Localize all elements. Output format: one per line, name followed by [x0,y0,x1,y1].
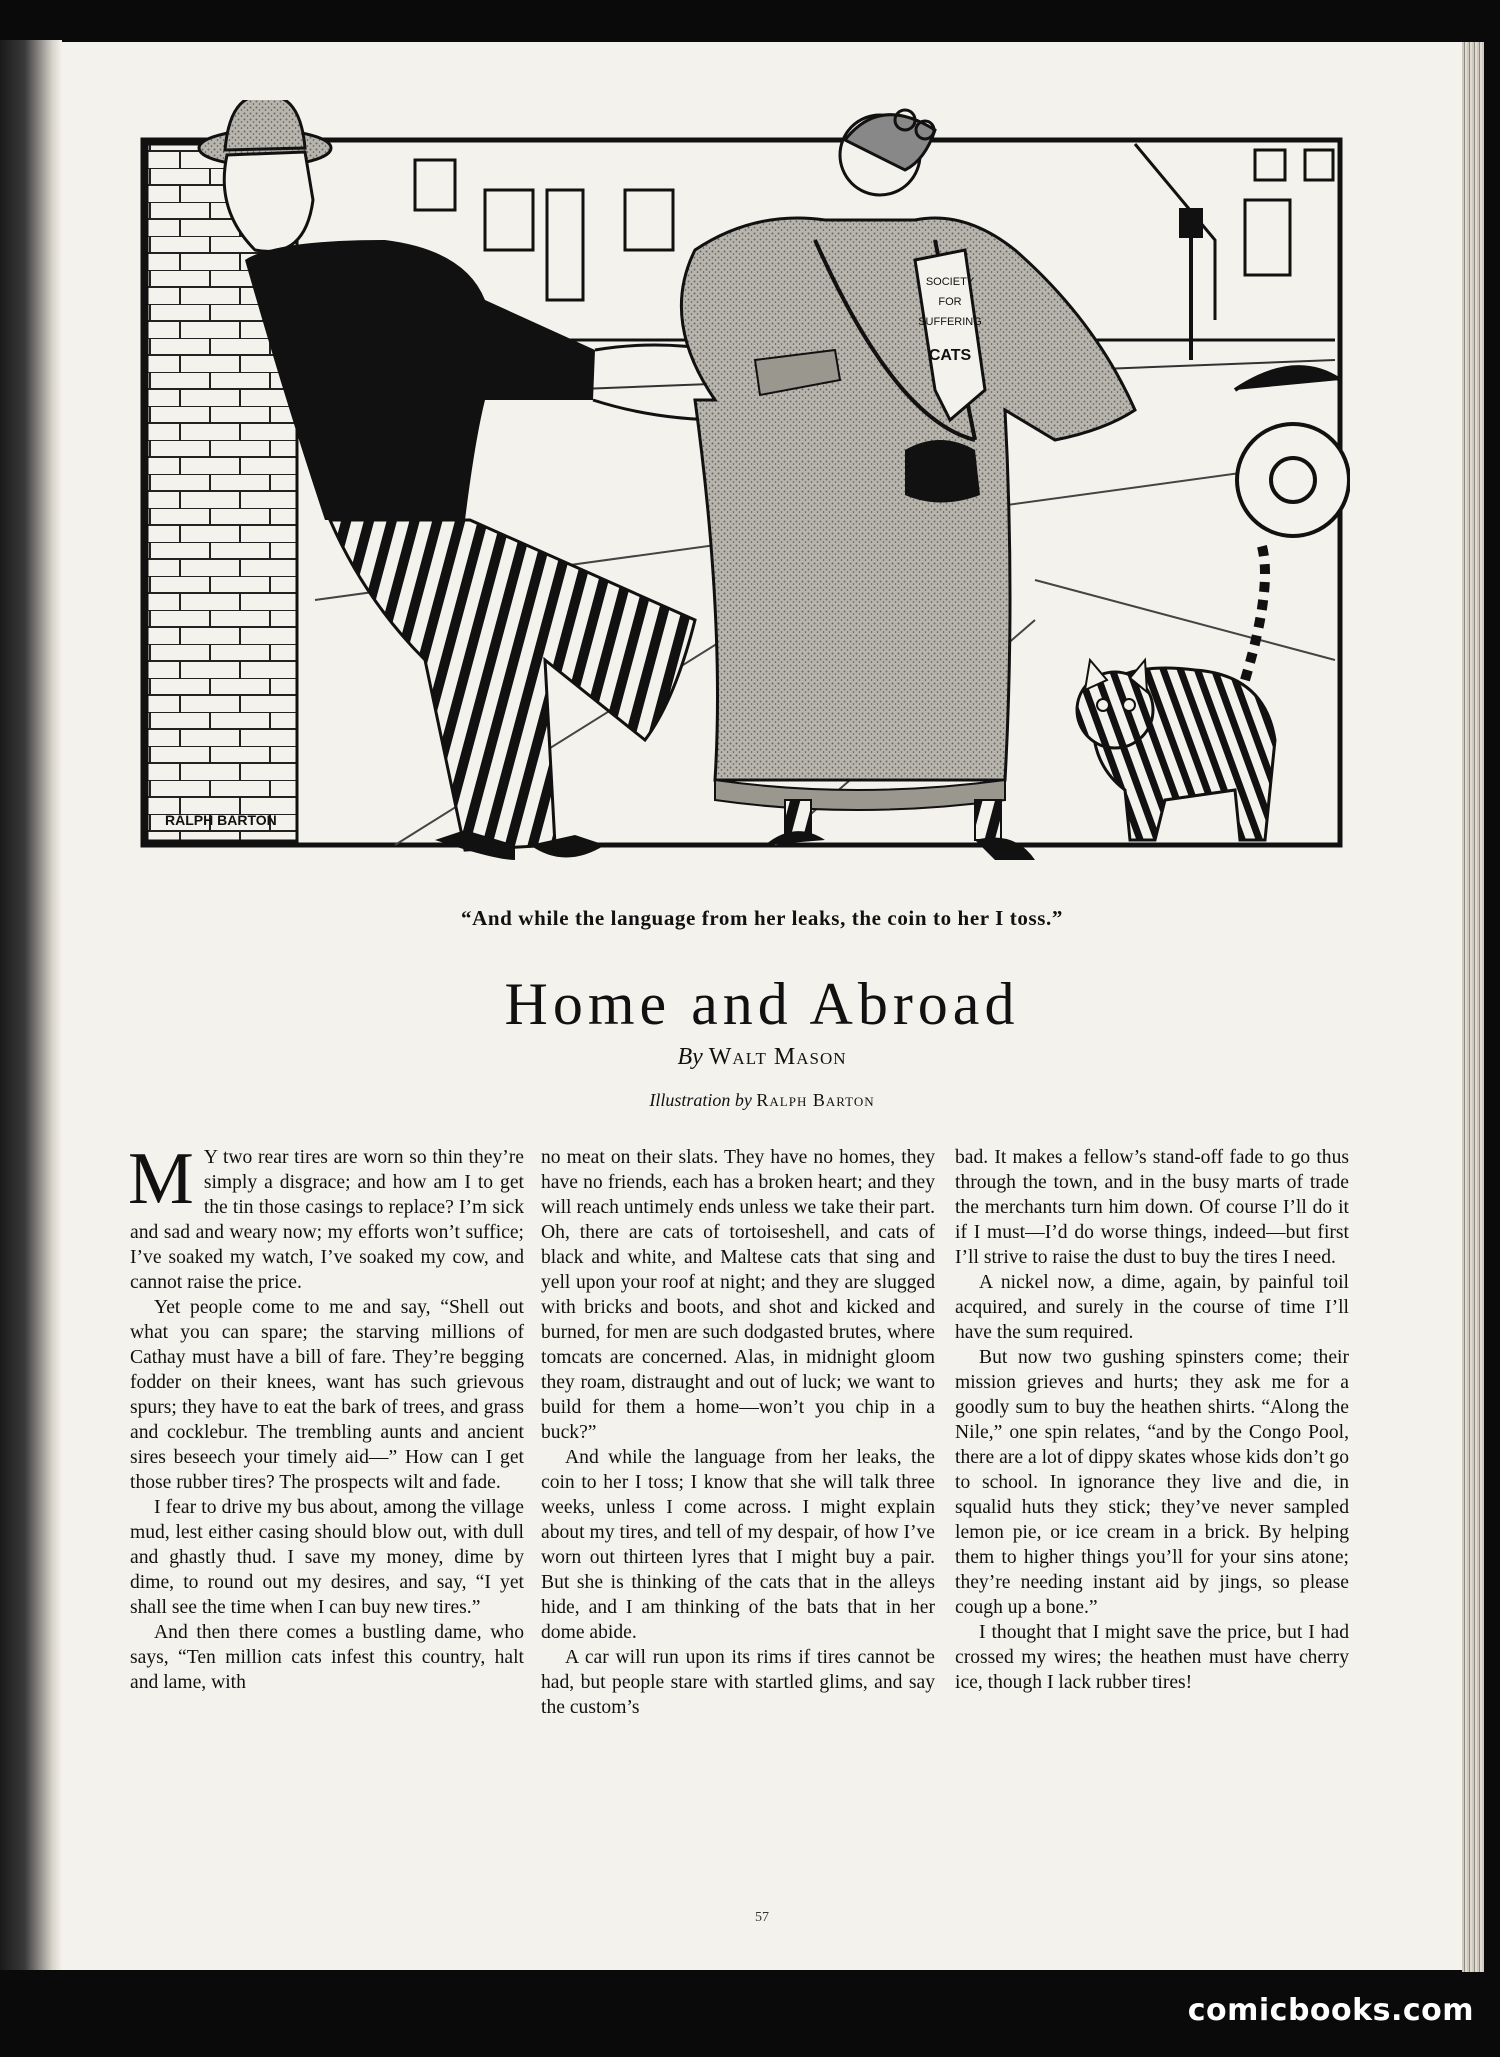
paragraph: A nickel now, a dime, again, by painful toil acquired, and surely in the course of time I’ll have the sum required. [955,1272,1349,1343]
credit-illustrator: Ralph Barton [756,1090,875,1110]
drop-cap: M [128,1138,194,1220]
paragraph: A car will run upon its rims if tires cannot be had, but people stare with startled glims, and say the custom’s [541,1647,935,1718]
page-stack-edge [1462,42,1484,1972]
paragraph: But now two gushing spinsters come; their mission grieves and hurts; they ask me for a goodly sum to buy the heathen shirts. “Along the Nile,” one spin relates, “and by the Congo Pool, there are a lot of dippy skates whose kids don’t go to school. In ignorance they live and die, in squalid huts they stick; they’ve never sampled lemon pie, or ice cream in a brick. By helping them to higher things you’ll for your sins atone; they’re needing instant aid by jings, so please cough up a bone.” [955,1347,1349,1618]
article-title: Home and Abroad [504,971,1020,1037]
column-2 [541,1145,935,1720]
site-watermark: comicbooks.com [1187,1993,1474,2028]
badge-line: SOCIETY [925,276,975,288]
binding-gutter [0,40,62,1970]
page-number: 57 [755,1910,769,1925]
paragraph: I thought that I might save the price, but I had crossed my wires; the heathen must have cherry ice, though I lack rubber tires! [955,1622,1349,1693]
badge-line: SUFFERING [918,316,982,328]
paragraph [128,1138,524,1295]
paragraph: bad. It makes a fellow’s stand-off fade to go thus through the town, and in the busy marts of trade the merchants turn him down. Of course I’ll do it if I must—I’d do worse things, indeed—but first I’ll strive to raise the dust to buy the tires I need. [955,1147,1349,1268]
credit-label: Illustration by [649,1090,752,1110]
artist-signature: RALPH BARTON [165,812,277,828]
paragraph-text: Y two rear tires are worn so thin they’re simply a disgrace; and how am I to get the tin those casings to replace? I’m sick and sad and weary now; my efforts won’t suffice; I’ve soaked my watch, I’ve soaked my cow, and cannot raise the price. [130,1147,524,1293]
paragraph: Yet people come to me and say, “Shell out what you can spare; the starving millions of Cathay must have a bill of fare. They’re begging fodder on their knees, want has such grievous spurs; they have to eat the bark of trees, and grass and cocklebur. The trembling aunts and ancient sires beseech your timely aid—” How can I get those rubber tires? The prospects wilt and fade. [130,1297,524,1493]
badge-line: CATS [928,347,972,364]
byline-prefix: By [677,1044,703,1070]
illustration-credit [62,1090,1462,1111]
byline-author: Walt Mason [708,1044,847,1070]
article-byline [62,1044,1462,1071]
column-3 [955,1145,1349,1695]
paragraph: And then there comes a bustling dame, who says, “Ten million cats infest this country, halt and lame, with [130,1622,524,1693]
badge-line: FOR [938,296,962,308]
paragraph: no meat on their slats. They have no homes, they have no friends, each has a broken heart; and they will reach untimely ends unless we take their part. Oh, there are cats of tortoiseshell, and cats of black and white, and Maltese cats that sing and yell upon your roof at night; and they are slugged with bricks and boots, and shot and kicked and burned, for men are such dodgasted brutes, where tomcats are concerned. Alas, in midnight gloom they roam, distraught and out of luck; we want to build for them a home—won’t you chip in a buck?” [541,1147,935,1443]
paragraph: And while the language from her leaks, the coin to her I toss; I know that she will talk three weeks, unless I come across. I might explain about my tires, and tell of my despair, of how I’ve worn out thirteen lyres that I might buy a pair. But she is thinking of the cats that in the alleys hide, and I am thinking of the bats that in her dome abide. [541,1447,935,1643]
column-1 [128,1138,524,1695]
illustration-caption: “And while the language from her leaks, the coin to her I toss.” [461,906,1063,930]
cartoon-illustration [135,100,1350,875]
paragraph: I fear to drive my bus about, among the village mud, lest either casing should blow out, with dull and ghastly thud. I save my money, dime by dime, to round out my desires, and say, “I yet shall see the time when I can buy new tires.” [130,1497,524,1618]
article-body [128,1138,1350,1895]
